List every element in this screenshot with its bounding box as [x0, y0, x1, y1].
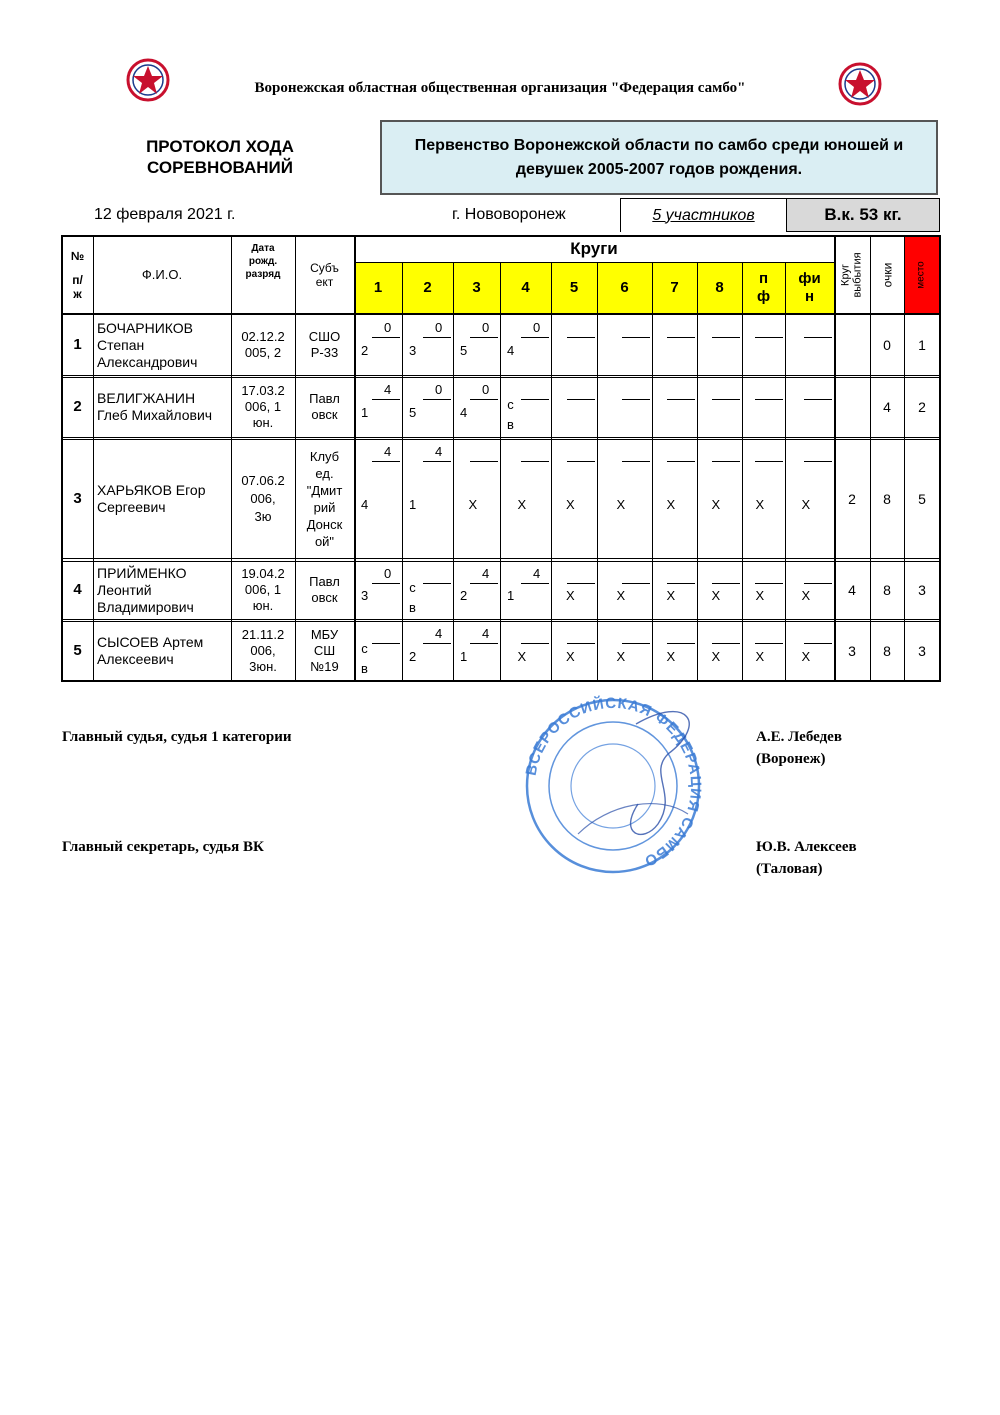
round-cell-dash — [372, 399, 400, 400]
round-cell-dash — [712, 643, 740, 644]
row-3-subject-2: ед. — [315, 465, 334, 481]
federation-stamp — [518, 684, 708, 874]
row-4-name-3: Владимирович — [97, 598, 194, 615]
round-cell-dash — [667, 583, 695, 584]
round-cell-dash — [712, 583, 740, 584]
round-cell-main: Х — [566, 496, 575, 512]
round-cell-dash — [423, 337, 451, 338]
row-1-subject-1: СШО — [308, 329, 341, 344]
round-cell-score: 4 — [384, 382, 392, 397]
header-rounds: Круги — [570, 239, 618, 258]
row-2-birth-3: юн. — [252, 415, 274, 430]
row-3-subject-4: рий — [313, 499, 336, 515]
row-5-name-1: СЫСОЕВ Артем — [97, 633, 204, 650]
header-semifinal-2: ф — [756, 287, 771, 305]
round-cell-score: 4 — [384, 444, 392, 459]
secretary-role: Главный секретарь, судья ВК — [62, 839, 264, 855]
header-elimination-1: Круг — [840, 263, 853, 286]
row-5-birth-1: 21.11.2 — [241, 626, 285, 642]
table-line — [93, 235, 94, 681]
round-cell-main: 5 — [409, 405, 417, 420]
round-cell-dash — [667, 461, 695, 462]
round-cell-main: Х — [666, 496, 676, 512]
row-5-points: 8 — [883, 642, 891, 659]
competition-date: 12 февраля 2021 г. — [94, 206, 236, 223]
row-1-elim — [834, 315, 870, 375]
round-cell-dash — [755, 461, 783, 462]
organization-title: Воронежская областная общественная организация "Федерация самбо" — [254, 80, 746, 96]
round-cell-main: 2 — [460, 588, 468, 603]
header-subject-2: ект — [315, 274, 334, 289]
header-round-3: 3 — [472, 278, 481, 296]
table-line — [742, 262, 743, 680]
round-cell-dash — [712, 399, 740, 400]
header-points — [870, 236, 904, 313]
header-birth-3: разряд — [245, 268, 281, 280]
header-number — [62, 236, 93, 313]
row-2-place: 2 — [918, 399, 926, 415]
table-line — [904, 235, 905, 681]
round-cell-dash — [622, 643, 650, 644]
round-cell-main: Х — [566, 588, 575, 603]
row-2-name-1: ВЕЛИГЖАНИН — [97, 390, 196, 406]
competition-line-2: девушек 2005-2007 годов рождения. — [515, 160, 803, 178]
header-round-4: 4 — [521, 278, 530, 296]
header-round-2: 2 — [423, 278, 432, 296]
row-4-elim: 4 — [848, 582, 856, 598]
header-points-text: очки — [880, 262, 894, 287]
secretary-city: (Таловая) — [756, 861, 823, 877]
round-cell-score: 4 — [435, 626, 443, 641]
header-final — [785, 262, 834, 313]
row-2-birth-2: 006, 1 — [244, 399, 282, 414]
header-number-2: п/ — [72, 272, 83, 287]
table-line — [61, 235, 63, 681]
round-cell-score: 4 — [533, 566, 541, 581]
table-line — [354, 235, 356, 681]
row-2-subject-1: Павл — [309, 391, 340, 406]
round-cell-main: Х — [566, 648, 575, 664]
round-cell-main: Х — [801, 648, 811, 664]
round-cell-dash — [470, 643, 498, 644]
row-4-subject-1: Павл — [309, 574, 340, 589]
round-cell-dash — [804, 399, 832, 400]
round-cell-score: 4 — [482, 626, 490, 641]
table-line — [61, 235, 941, 237]
row-1-name — [97, 315, 231, 375]
round-cell-main: Х — [755, 648, 765, 664]
round-cell-dash — [622, 399, 650, 400]
row-1-place: 1 — [918, 337, 926, 353]
round-cell-main: Х — [616, 588, 626, 603]
row-2-points: 4 — [883, 399, 891, 415]
row-2-subject — [295, 377, 354, 437]
table-line — [939, 235, 941, 681]
row-3-subject-5: Донск — [306, 516, 343, 532]
round-cell-dash — [423, 399, 451, 400]
round-cell-dash — [521, 399, 549, 400]
row-3-birth-1: 07.06.2 — [241, 472, 285, 488]
row-1-name-3: Александрович — [97, 353, 198, 370]
table-line — [870, 235, 871, 681]
row-1-name-2: Степан — [97, 336, 145, 353]
round-cell-main: Х — [468, 496, 478, 512]
round-cell-main: 1 — [409, 496, 417, 512]
row-2-name-2: Глеб Михайлович — [97, 407, 213, 423]
round-cell-dash — [804, 583, 832, 584]
table-line — [231, 235, 232, 681]
round-cell-dash — [804, 461, 832, 462]
round-cell-main: 1 — [361, 405, 369, 420]
row-2-subject-2: овск — [311, 407, 338, 422]
round-cell-main: Х — [801, 496, 811, 512]
row-2-birth — [231, 377, 295, 437]
round-cell-dash — [755, 337, 783, 338]
row-4-points: 8 — [883, 582, 891, 598]
header-subject-1: Субъ — [310, 260, 339, 275]
round-cell-main: 3 — [361, 588, 369, 603]
row-5-elim: 3 — [848, 642, 856, 659]
round-cell-main: с в — [507, 397, 514, 432]
round-cell-dash — [567, 643, 595, 644]
row-1-points: 0 — [883, 337, 891, 353]
row-1-birth-1: 02.12.2 — [241, 329, 285, 344]
round-cell-dash — [470, 337, 498, 338]
table-line — [500, 262, 501, 680]
round-cell-score: 0 — [482, 382, 490, 397]
row-1-subject-2: Р-33 — [310, 345, 339, 360]
secretary-name: Ю.В. Алексеев — [756, 839, 857, 855]
round-cell-main: 2 — [409, 648, 417, 664]
round-cell-dash — [372, 643, 400, 644]
row-3-birth — [231, 439, 295, 558]
round-cell-score: 0 — [384, 320, 392, 335]
header-subject — [295, 236, 354, 313]
round-cell-dash — [622, 461, 650, 462]
row-4-name — [97, 561, 231, 619]
round-cell-dash — [521, 583, 549, 584]
header-birth-1: Дата — [251, 242, 275, 254]
header-number-1: № — [70, 248, 85, 263]
round-cell-main: Х — [616, 648, 626, 664]
round-cell-dash — [622, 583, 650, 584]
row-1-birth-2: 005, 2 — [244, 345, 282, 360]
table-line — [295, 235, 296, 681]
row-3-subject — [295, 439, 354, 558]
row-1-name-1: БОЧАРНИКОВ — [97, 319, 194, 336]
chief-judge-city: (Воронеж) — [756, 751, 826, 767]
round-cell-dash — [567, 461, 595, 462]
row-5-subject — [295, 621, 354, 680]
row-3-name — [97, 439, 231, 558]
round-cell-score: 0 — [482, 320, 490, 335]
round-cell-main: Х — [711, 496, 721, 512]
round-cell-main: 4 — [460, 405, 468, 420]
protocol-title-line-2: СОРЕВНОВАНИЙ — [147, 158, 293, 177]
round-cell-main: Х — [616, 496, 626, 512]
round-cell-dash — [372, 583, 400, 584]
header-birth — [231, 236, 295, 286]
row-3-number: 3 — [73, 489, 82, 507]
round-cell-score: 0 — [533, 320, 541, 335]
round-cell-main: с в — [409, 580, 416, 615]
table-line — [597, 262, 598, 680]
row-4-birth — [231, 561, 295, 619]
row-1-birth — [231, 315, 295, 375]
round-cell-main: 4 — [507, 343, 515, 358]
round-cell-score: 4 — [435, 444, 443, 459]
row-3-subject-3: "Дмит — [306, 482, 343, 498]
header-place — [904, 236, 940, 313]
table-line — [551, 262, 552, 680]
round-cell-dash — [567, 583, 595, 584]
table-line — [402, 262, 403, 680]
row-3-points: 8 — [883, 490, 891, 507]
table-line — [61, 680, 941, 682]
row-4-name-1: ПРИЙМЕНКО — [97, 564, 187, 581]
round-cell-main: Х — [666, 648, 676, 664]
round-cell-dash — [755, 643, 783, 644]
header-number-3: ж — [73, 286, 82, 301]
round-cell-main: 2 — [361, 343, 369, 358]
round-cell-dash — [372, 461, 400, 462]
round-cell-dash — [521, 461, 549, 462]
row-4-subject-2: овск — [311, 590, 338, 605]
round-cell-dash — [521, 643, 549, 644]
row-5-birth — [231, 621, 295, 680]
round-cell-dash — [470, 583, 498, 584]
row-3-birth-3: 3ю — [254, 508, 272, 524]
row-5-number: 5 — [73, 641, 82, 659]
protocol-title-line-1: ПРОТОКОЛ ХОДА — [146, 137, 294, 156]
row-3-elim: 2 — [848, 490, 856, 507]
round-cell-dash — [667, 399, 695, 400]
header-final-1: фи — [798, 269, 821, 287]
row-3-name-1: ХАРЬЯКОВ Егор — [97, 481, 206, 498]
header-fio: Ф.И.О. — [141, 266, 183, 282]
header-round-5: 5 — [569, 278, 579, 296]
chief-judge-name: А.Е. Лебедев — [756, 729, 842, 745]
header-round-8: 8 — [715, 278, 724, 296]
round-cell-dash — [667, 643, 695, 644]
chief-judge-role: Главный судья, судья 1 категории — [62, 729, 292, 745]
weight-class: В.к. 53 кг. — [786, 198, 940, 232]
round-cell-main: 3 — [409, 343, 417, 358]
round-cell-dash — [521, 337, 549, 338]
header-round-1: 1 — [373, 278, 383, 296]
row-5-birth-2: 006, — [250, 642, 276, 658]
round-cell-dash — [423, 461, 451, 462]
round-cell-dash — [423, 583, 451, 584]
round-cell-main: 1 — [507, 588, 515, 603]
round-cell-score: 0 — [435, 382, 443, 397]
round-cell-dash — [712, 461, 740, 462]
table-line — [834, 235, 836, 681]
round-cell-dash — [470, 399, 498, 400]
row-1-subject — [295, 315, 354, 375]
round-cell-main: 5 — [460, 343, 468, 358]
table-line — [697, 262, 698, 680]
row-4-place: 3 — [918, 582, 926, 598]
round-cell-main: Х — [517, 648, 527, 664]
table-line — [453, 262, 454, 680]
competition-line-1: Первенство Воронежской области по самбо среди юношей и — [414, 136, 904, 154]
header-elimination-2: выбытия — [852, 251, 865, 298]
competition-city: г. Нововоронеж — [452, 206, 566, 223]
round-cell-dash — [470, 461, 498, 462]
secretary-block — [756, 836, 857, 880]
row-4-subject — [295, 561, 354, 619]
round-cell-main: Х — [711, 648, 721, 664]
round-cell-dash — [804, 337, 832, 338]
round-cell-dash — [567, 399, 595, 400]
row-4-birth-2: 006, 1 — [244, 582, 282, 597]
row-3-name-2: Сергеевич — [97, 498, 166, 515]
row-4-name-2: Леонтий — [97, 581, 152, 598]
row-5-subject-3: №19 — [310, 658, 339, 674]
stamp-text: ВСЕРОССИЙСКАЯ ФЕДЕРАЦИЯ САМБО — [522, 694, 705, 870]
row-3-subject-1: Клуб — [309, 448, 340, 464]
row-4-birth-3: юн. — [252, 598, 274, 613]
row-3-place: 5 — [918, 490, 926, 507]
row-5-subject-1: МБУ — [310, 626, 339, 642]
round-cell-dash — [755, 583, 783, 584]
header-birth-2: рожд. — [248, 255, 278, 267]
round-cell-main: Х — [755, 496, 765, 512]
table-line — [354, 262, 834, 263]
row-3-subject-6: ой" — [314, 533, 335, 549]
header-elimination — [834, 236, 870, 313]
round-cell-score: 0 — [384, 566, 392, 581]
row-1-number: 1 — [73, 336, 82, 353]
table-line — [785, 262, 786, 680]
header-round-7: 7 — [670, 278, 679, 296]
round-cell-main: Х — [755, 588, 765, 603]
header-place-text: место — [916, 260, 927, 289]
header-round-6: 6 — [620, 278, 629, 296]
round-cell-main: Х — [517, 496, 527, 512]
round-cell-dash — [755, 399, 783, 400]
round-cell-main: Х — [801, 588, 811, 603]
round-cell-dash — [622, 337, 650, 338]
row-5-name-2: Алексеевич — [97, 650, 174, 667]
round-cell-dash — [423, 643, 451, 644]
header-semifinal — [742, 262, 785, 313]
round-cell-dash — [372, 337, 400, 338]
round-cell-dash — [804, 643, 832, 644]
row-2-birth-1: 17.03.2 — [241, 383, 285, 398]
row-2-number: 2 — [73, 398, 82, 415]
row-4-birth-1: 19.04.2 — [241, 566, 285, 581]
round-cell-main: 1 — [460, 648, 468, 664]
round-cell-main: с в — [361, 640, 368, 676]
row-2-name — [97, 377, 231, 437]
round-cell-score: 4 — [482, 566, 490, 581]
row-5-subject-2: СШ — [313, 642, 336, 658]
table-line — [652, 262, 653, 680]
round-cell-dash — [667, 337, 695, 338]
row-4-number: 4 — [73, 581, 82, 598]
round-cell-main: 4 — [361, 496, 369, 512]
round-cell-dash — [712, 337, 740, 338]
header-final-2: н — [804, 287, 815, 305]
row-5-name — [97, 621, 231, 680]
row-5-place: 3 — [918, 642, 926, 659]
round-cell-dash — [567, 337, 595, 338]
header-semifinal-1: п — [758, 269, 769, 287]
round-cell-score: 0 — [435, 320, 443, 335]
row-5-birth-3: 3юн. — [249, 658, 277, 674]
round-cell-main: Х — [666, 588, 676, 603]
chief-judge-block — [756, 726, 842, 770]
round-cell-main: Х — [711, 588, 721, 603]
row-3-birth-2: 006, — [250, 490, 276, 506]
participants-count-text: 5 участников — [652, 206, 755, 224]
